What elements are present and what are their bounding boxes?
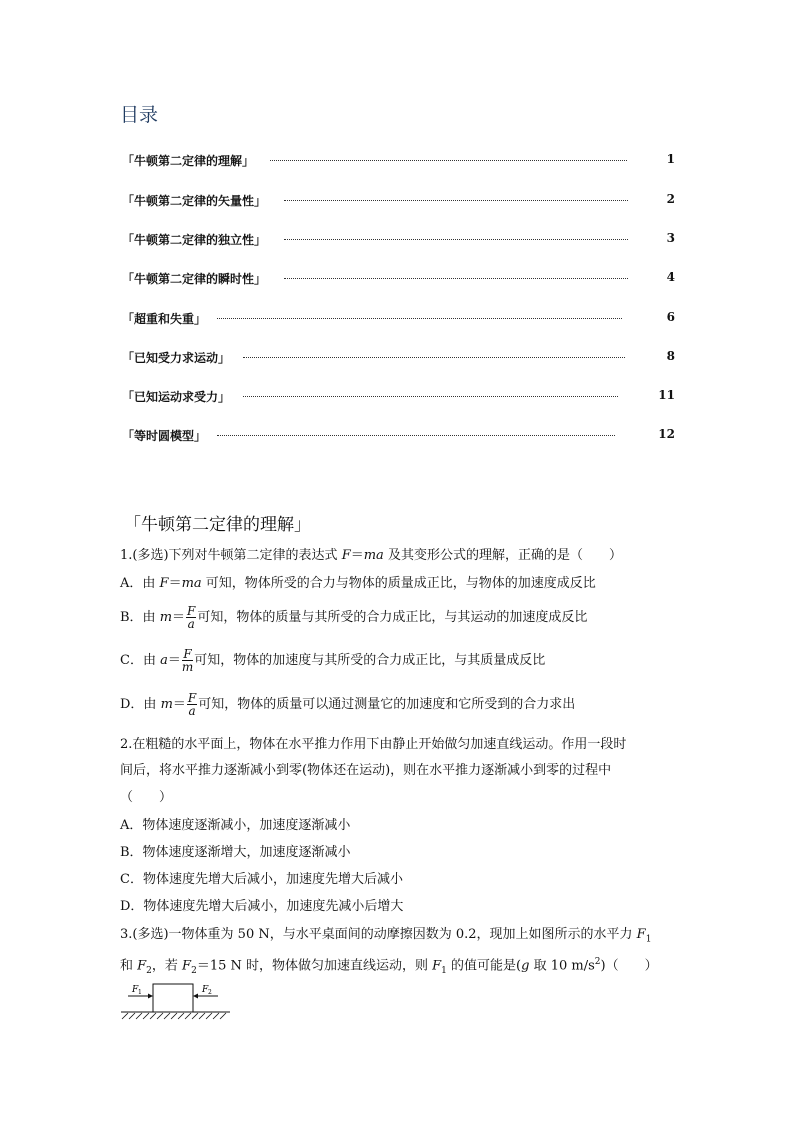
toc-entry-page: 12 (658, 427, 675, 441)
toc-entry[interactable] (122, 192, 675, 210)
fraction-denominator: a (187, 617, 195, 631)
option-text: 可知，物体的质量可以通过测量它的加速度和它所受到的合力求出 (198, 697, 576, 712)
toc-leader-dots (217, 318, 622, 319)
question-1-option-b (120, 605, 587, 630)
question-2-option-d: D．物体速度先增大后减小，加速度先减小后增大 (120, 899, 404, 914)
question-2-stem-line-2: 间后，将水平推力逐渐减小到零(物体还在运动)，则在水平推力逐渐减小到零的过程中 (120, 763, 612, 778)
toc-entry-page: 8 (666, 349, 675, 363)
fraction-numerator: F (187, 691, 197, 705)
toc-entry-page: 3 (666, 231, 675, 245)
stem-text: 3.(多选)一物体重为 50 N，与水平桌面间的动摩擦因数为 0.2，现加上如图所示的水平力 (120, 927, 637, 942)
toc-entry-label: 「牛顿第二定律的矢量性」 (122, 194, 267, 208)
toc-entry-page: 11 (658, 388, 675, 402)
subscript: 1 (645, 934, 652, 945)
toc-leader-dots (243, 357, 625, 358)
stem-text: ＝15 N 时，物体做匀加速直线运动，则 (196, 958, 433, 974)
toc-entry-page: 4 (666, 270, 675, 284)
toc-entry-label: 「超重和失重」 (122, 312, 207, 326)
question-2-stem-line-1: 2.在粗糙的水平面上，物体在水平推力作用下由静止开始做匀加速直线运动。作用一段时 (120, 737, 627, 752)
question-1-option-c (120, 648, 545, 673)
symbol-eq: ＝ (168, 576, 182, 591)
question-3-stem-line-2 (120, 953, 658, 980)
option-label: B．由 (120, 610, 160, 625)
option-label: D．由 (120, 697, 161, 712)
stem-text: )（ ） (600, 958, 658, 974)
stem-text: 1.(多选)下列对牛顿第二定律的表达式 (120, 548, 342, 563)
question-3-stem-line-1 (120, 926, 651, 949)
f2-arrowhead (193, 994, 198, 999)
question-1-option-d (120, 692, 575, 717)
toc-entry-label: 「牛顿第二定律的瞬时性」 (122, 272, 267, 286)
option-label: A．由 (120, 576, 160, 591)
ground-hatch (122, 1013, 226, 1019)
subscript: 2 (146, 965, 152, 976)
symbol-f: F (341, 548, 351, 563)
question-2-option-a: A．物体速度逐渐减小，加速度逐渐减小 (120, 818, 351, 833)
toc-entry[interactable] (122, 349, 675, 367)
toc-title: 目录 (120, 104, 159, 126)
toc-entry[interactable] (122, 427, 675, 445)
symbol-f2: F (137, 958, 147, 974)
fraction-denominator: m (181, 660, 194, 674)
option-text: 可知，物体的质量与其所受的合力成正比，与其运动的加速度成反比 (197, 610, 588, 625)
symbol-ma: ma (181, 576, 202, 591)
fraction-f-over-a (187, 692, 197, 717)
option-text: 可知，物体的加速度与其所受的合力成正比，与其质量成反比 (194, 653, 546, 668)
section-title: 「牛顿第二定律的理解」 (124, 515, 311, 535)
fraction-f-over-a (186, 605, 196, 630)
toc-entry[interactable] (122, 231, 675, 249)
toc-leader-dots (284, 278, 628, 279)
toc-entry-label: 「已知受力求运动」 (122, 351, 231, 365)
stem-text: 和 (120, 958, 138, 974)
fraction-f-over-m (182, 648, 193, 673)
symbol-f2: F (182, 958, 192, 974)
fraction-numerator: F (187, 604, 196, 618)
block-forces-figure (118, 978, 233, 1024)
symbol-eq: ＝ (172, 697, 186, 712)
f2-subscript: 2 (208, 989, 212, 996)
toc-leader-dots (217, 435, 615, 436)
stem-text: 取 10 m/s (529, 958, 595, 974)
subscript: 2 (191, 965, 197, 976)
symbol-eq: ＝ (172, 610, 186, 625)
symbol-f1: F (432, 958, 442, 974)
toc-entry-label: 「已知运动求受力」 (122, 390, 231, 404)
f2-label: F (202, 985, 209, 995)
symbol-f: F (159, 576, 169, 591)
question-2-stem-line-3: （ ） (120, 790, 173, 805)
toc-entry-page: 1 (666, 152, 675, 166)
symbol-m: m (159, 610, 173, 625)
symbol-a: a (160, 653, 168, 668)
symbol-f1: F (636, 927, 646, 942)
stem-text: ，若 (151, 958, 183, 974)
stem-text: 及其变形公式的理解，正确的是（ ） (383, 548, 622, 563)
toc-entry-label: 「牛顿第二定律的独立性」 (122, 233, 267, 247)
fraction-denominator: a (188, 704, 196, 718)
toc-leader-dots (284, 200, 628, 201)
question-1-stem (120, 547, 622, 565)
toc-entry-label: 「牛顿第二定律的理解」 (122, 154, 255, 168)
toc-leader-dots (243, 396, 618, 397)
subscript: 1 (441, 965, 447, 976)
toc-entry[interactable] (122, 270, 675, 288)
toc-entry[interactable] (122, 388, 675, 406)
question-2-option-b: B．物体速度逐渐增大，加速度逐渐减小 (120, 845, 351, 860)
toc-entry-label: 「等时圆模型」 (122, 429, 207, 443)
toc-entry-page: 2 (666, 192, 675, 206)
symbol-m: m (160, 697, 173, 712)
superscript: 2 (594, 957, 601, 967)
toc-leader-dots (284, 239, 628, 240)
symbol-g: g (521, 958, 530, 974)
toc-entry-page: 6 (666, 310, 675, 324)
f1-label: F (132, 985, 139, 995)
stem-text: 的值可能是( (446, 958, 522, 974)
fraction-numerator: F (183, 647, 192, 661)
symbol-ma: ma (363, 548, 384, 563)
f1-arrowhead (148, 994, 153, 999)
symbol-eq: ＝ (350, 548, 364, 563)
option-text: 可知，物体所受的合力与物体的质量成正比，与物体的加速度成反比 (201, 576, 596, 591)
question-2-option-c: C．物体速度先增大后减小，加速度先增大后减小 (120, 872, 403, 887)
symbol-eq: ＝ (167, 653, 181, 668)
block (153, 984, 193, 1012)
question-1-option-a (120, 575, 596, 593)
f1-subscript: 1 (138, 989, 142, 996)
toc-leader-dots (270, 160, 627, 161)
toc-entry[interactable] (122, 152, 675, 170)
option-label: C．由 (120, 653, 161, 668)
toc-entry[interactable] (122, 310, 675, 328)
